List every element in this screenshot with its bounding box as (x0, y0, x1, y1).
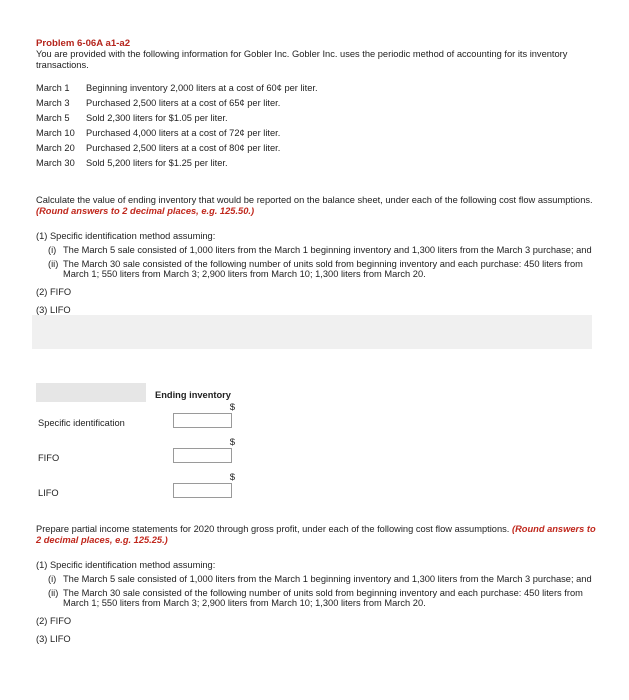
sub-item (48, 574, 596, 585)
part2-instructions (32, 518, 600, 651)
transaction-desc: Beginning inventory 2,000 liters at a cost of 60¢ per liter. (86, 83, 318, 93)
part1-instruction-text: Calculate the value of ending inventory that would be reported on the balance sheet, under each of the following cost flow assumptions. (36, 195, 593, 205)
sub-item-number: (ii) (48, 587, 59, 598)
transaction-date: March 10 (36, 128, 75, 138)
table-header-blank (36, 383, 146, 402)
row-label: FIFO (38, 453, 60, 463)
specific-identification-input[interactable] (173, 413, 232, 428)
transactions-list (36, 81, 592, 171)
sub-item-text: The March 30 sale consisted of the following number of units sold from beginning inventory and each purchase: 450 liters from March 1; 550 liters from March 3; 2,900 liters from March 10; 1,300 liters from March 20. (63, 587, 583, 608)
problem-title: Problem 6-06A a1-a2 (36, 38, 131, 49)
sub-item (48, 259, 596, 280)
currency-symbol: $ (229, 437, 235, 448)
problem-intro: You are provided with the following information for Gobler Inc. Gobler Inc. uses the periodic method of accounting for its inventory transactions. (36, 49, 568, 70)
part2-hint: (Round answers to 2 decimal places, e.g. 125.25.) (36, 524, 596, 545)
sub-item-text: The March 30 sale consisted of the following number of units sold from beginning inventory and each purchase: 450 liters from March 1; 550 liters from March 3; 2,900 liters from March 10; 1,300 liters from March 20. (63, 258, 583, 279)
table-row (36, 472, 240, 507)
method-fifo: (2) FIFO (36, 286, 72, 297)
problem-header (36, 38, 592, 171)
part1-hint: (Round answers to 2 decimal places, e.g. 125.50.) (36, 206, 255, 216)
transaction-desc: Sold 2,300 liters for $1.05 per liter. (86, 113, 228, 123)
method-specific-id: (1) Specific identification method assuming: (36, 560, 216, 570)
method-specific-id: (1) Specific identification method assuming: (36, 231, 216, 241)
table-header-ending-inventory: Ending inventory (155, 390, 231, 400)
sub-item-text: The March 5 sale consisted of 1,000 liters from the March 1 beginning inventory and 1,300 liters from the March 3 purchase; and (63, 245, 592, 255)
transaction-date: March 20 (36, 143, 75, 153)
table-row (36, 437, 240, 472)
sub-item-number: (i) (48, 245, 57, 255)
sub-item (48, 245, 596, 256)
transaction-desc: Purchased 2,500 liters at a cost of 65¢ per liter. (86, 98, 281, 108)
ending-inventory-table (36, 383, 240, 507)
transaction-row (36, 156, 592, 171)
transaction-date: March 5 (36, 113, 70, 123)
transaction-row (36, 141, 592, 156)
fifo-input[interactable] (173, 448, 232, 463)
transaction-date: March 1 (36, 83, 70, 93)
part2-instruction-text: Prepare partial income statements for 2020 through gross profit, under each of the following cost flow assumptions. (36, 524, 510, 534)
transaction-row (36, 111, 592, 126)
transaction-row (36, 96, 592, 111)
method-fifo: (2) FIFO (36, 615, 72, 626)
methods-band (32, 315, 592, 349)
method-lifo: (3) LIFO (36, 633, 71, 644)
transaction-desc: Sold 5,200 liters for $1.25 per liter. (86, 158, 228, 168)
transaction-row (36, 126, 592, 141)
sub-item-text: The March 5 sale consisted of 1,000 liters from the March 1 beginning inventory and 1,300 liters from the March 3 purchase; and (63, 574, 592, 584)
part1-instructions (32, 189, 600, 320)
currency-symbol: $ (229, 472, 235, 483)
method-lifo: (3) LIFO (36, 304, 71, 315)
currency-symbol: $ (229, 402, 235, 413)
table-row (36, 402, 240, 437)
transaction-desc: Purchased 4,000 liters at a cost of 72¢ per liter. (86, 128, 281, 138)
transaction-desc: Purchased 2,500 liters at a cost of 80¢ per liter. (86, 143, 281, 153)
lifo-input[interactable] (173, 483, 232, 498)
row-label: Specific identification (38, 418, 125, 428)
transaction-row (36, 81, 592, 96)
sub-item-number: (i) (48, 574, 57, 584)
row-label: LIFO (38, 488, 59, 498)
transaction-date: March 3 (36, 98, 70, 108)
sub-item-number: (ii) (48, 258, 59, 269)
transaction-date: March 30 (36, 158, 75, 168)
sub-item (48, 588, 596, 609)
